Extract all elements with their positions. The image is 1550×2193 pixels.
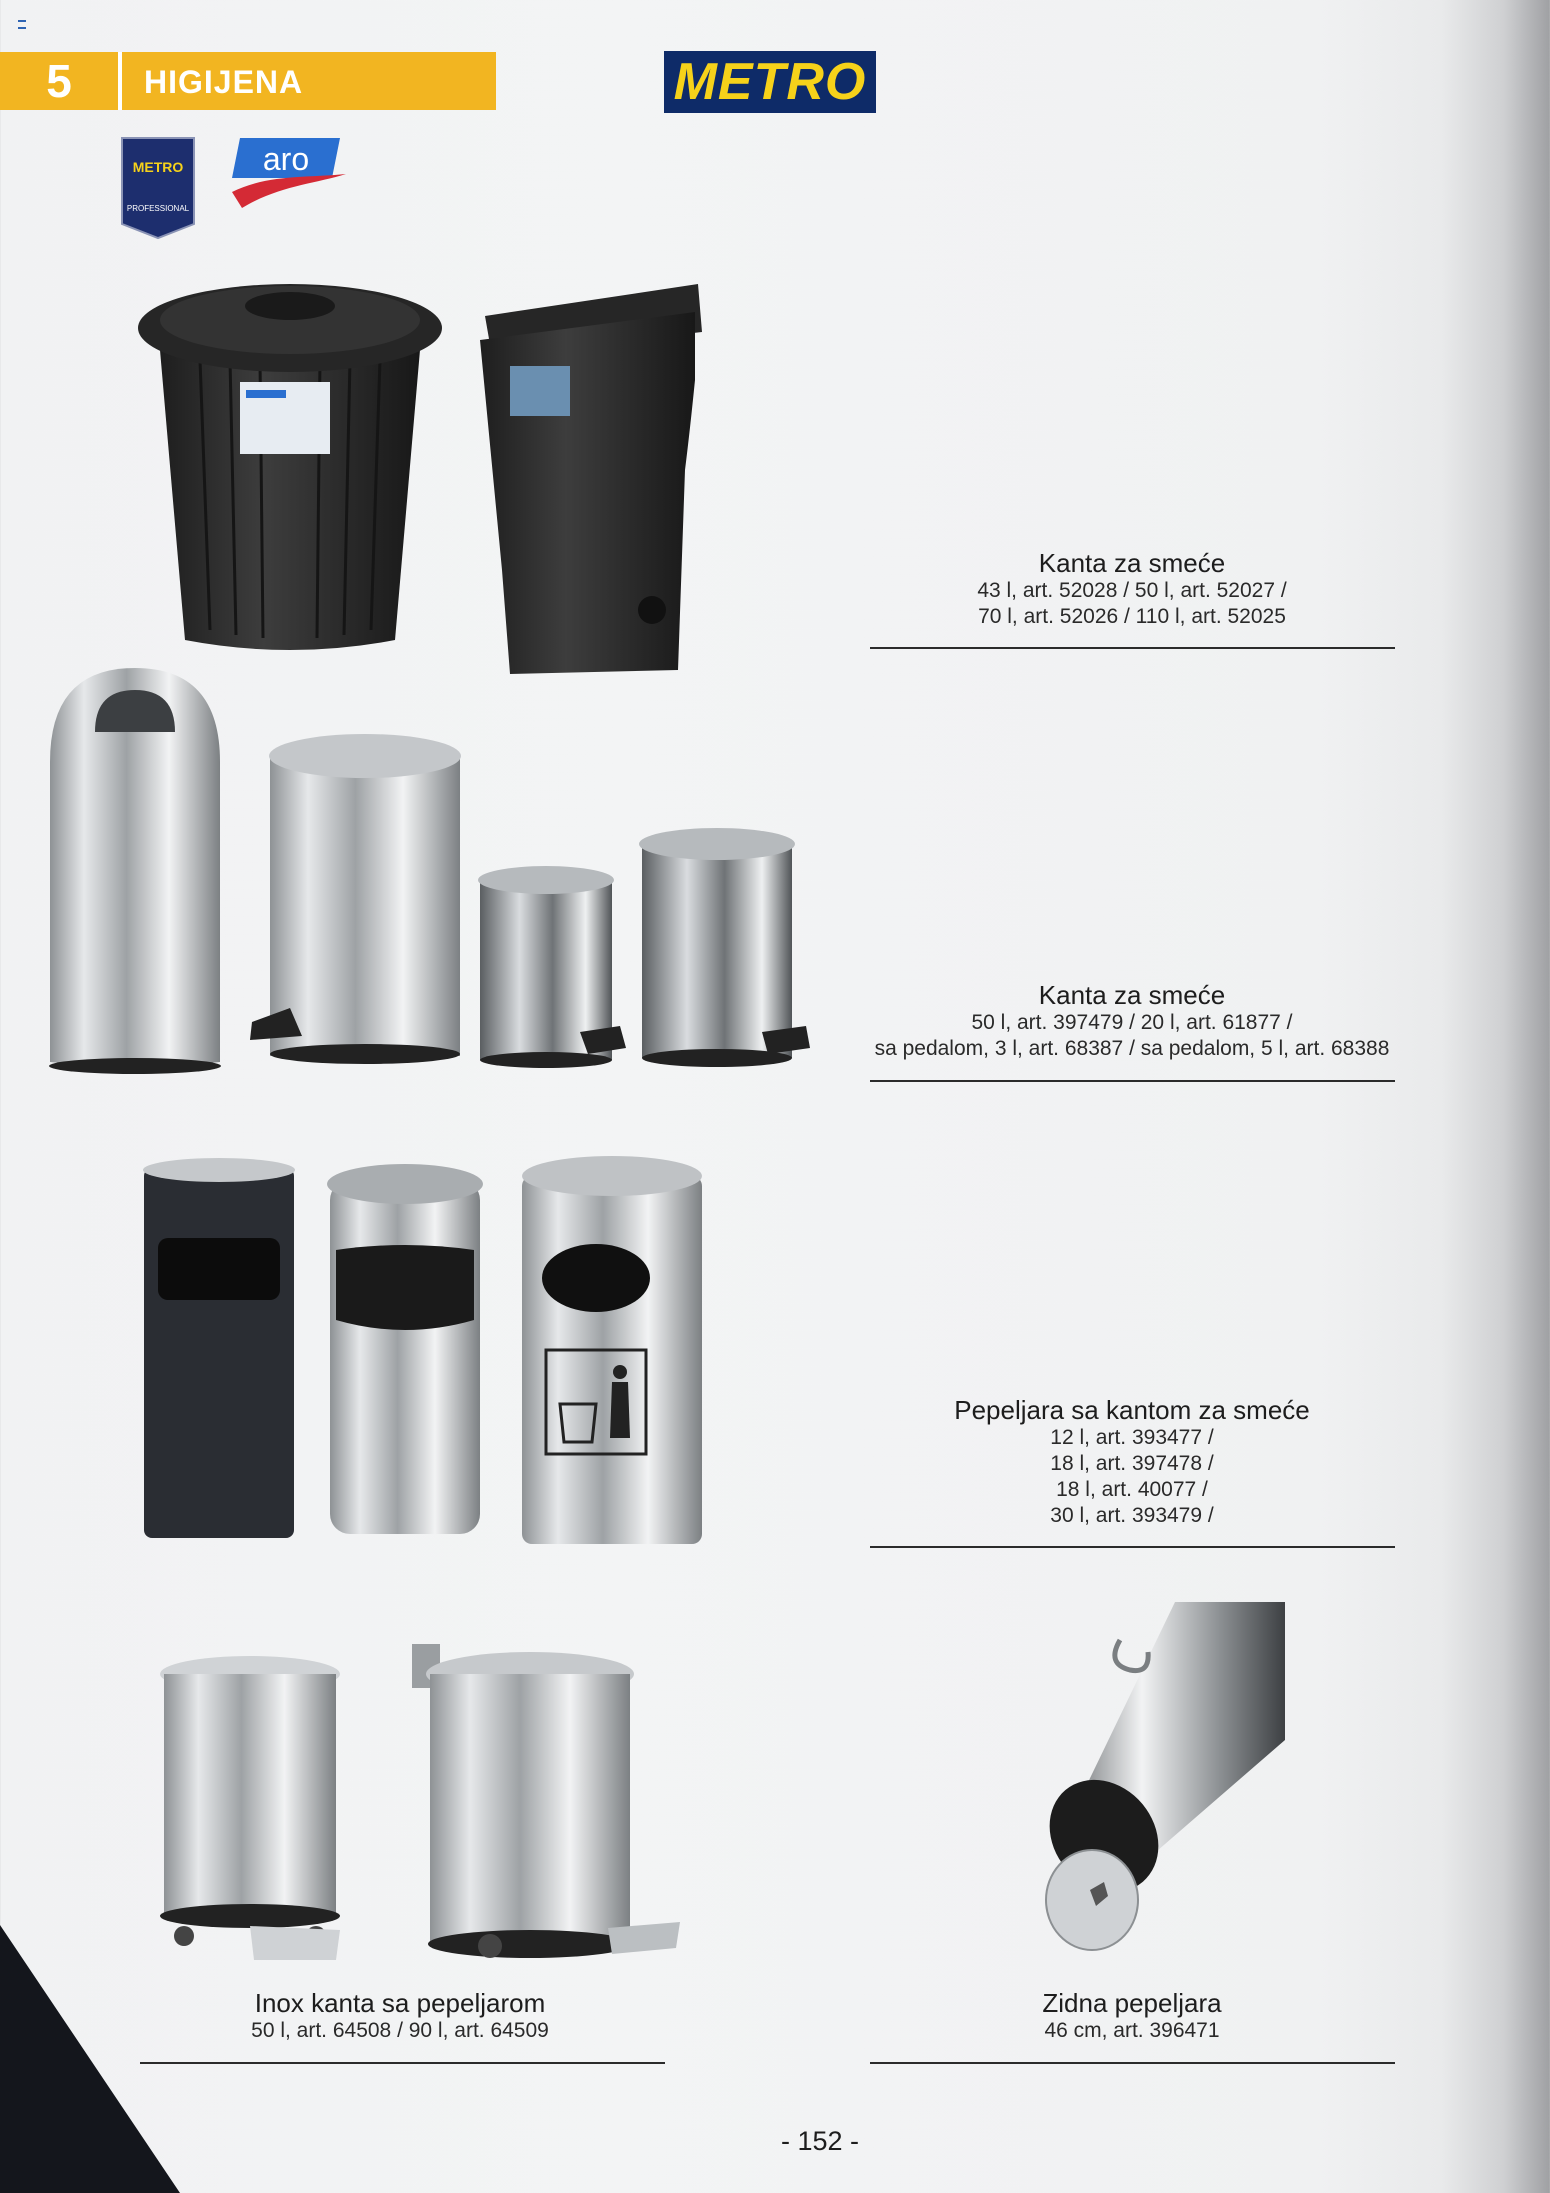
product-detail: 50 l, art. 397479 / 20 l, art. 61877 / <box>971 1011 1293 1034</box>
section-number: 5 <box>46 55 72 107</box>
product-detail: 50 l, art. 64508 / 90 l, art. 64509 <box>251 2019 549 2042</box>
metro-logo: METRO <box>664 51 876 113</box>
product-detail: 18 l, art. 397478 / <box>1050 1452 1214 1475</box>
divider <box>140 2062 665 2064</box>
stainless-bins-image <box>40 662 820 1082</box>
divider <box>870 1080 1395 1082</box>
divider <box>870 647 1395 649</box>
divider <box>870 2062 1395 2064</box>
inox-bins-image <box>150 1630 690 1970</box>
aro-logo <box>228 134 348 214</box>
product-info-4 <box>140 1988 660 2044</box>
plastic-bins-image <box>130 270 710 680</box>
product-detail: 43 l, art. 52028 / 50 l, art. 52027 / <box>977 579 1287 602</box>
product-detail: sa pedalom, 3 l, art. 68387 / sa pedalom, 5 l, art. 68388 <box>874 1037 1390 1060</box>
product-detail: 30 l, art. 393479 / <box>1050 1504 1214 1527</box>
product-detail: 18 l, art. 40077 / <box>1056 1478 1208 1501</box>
svg-text:METRO: METRO <box>132 159 184 175</box>
product-detail: 12 l, art. 393477 / <box>1050 1426 1214 1449</box>
page-number: - 152 - <box>780 2126 860 2156</box>
metro-professional-logo <box>120 136 196 240</box>
product-title: Zidna pepeljara <box>1042 1988 1222 2018</box>
product-detail: 46 cm, art. 396471 <box>1044 2019 1220 2042</box>
product-info-2 <box>830 980 1434 1062</box>
svg-text:aro: aro <box>262 141 310 177</box>
product-info-5 <box>872 1988 1392 2044</box>
svg-text:PROFESSIONAL: PROFESSIONAL <box>126 204 190 213</box>
wall-ashtray-image <box>1020 1600 1290 1980</box>
product-title: Pepeljara sa kantom za smeće <box>954 1395 1310 1425</box>
menu-icon <box>18 20 26 29</box>
product-title: Inox kanta sa pepeljarom <box>254 1988 546 2018</box>
product-detail: 70 l, art. 52026 / 110 l, art. 52025 <box>978 605 1286 628</box>
section-title: HIGIJENA <box>144 64 304 100</box>
section-divider <box>118 52 122 110</box>
product-title: Kanta za smeće <box>1038 980 1226 1010</box>
ashtray-bins-image <box>130 1150 720 1560</box>
product-info-3 <box>872 1395 1392 1529</box>
product-title: Kanta za smeće <box>1038 548 1226 578</box>
product-info-1 <box>872 548 1392 630</box>
divider <box>870 1546 1395 1548</box>
